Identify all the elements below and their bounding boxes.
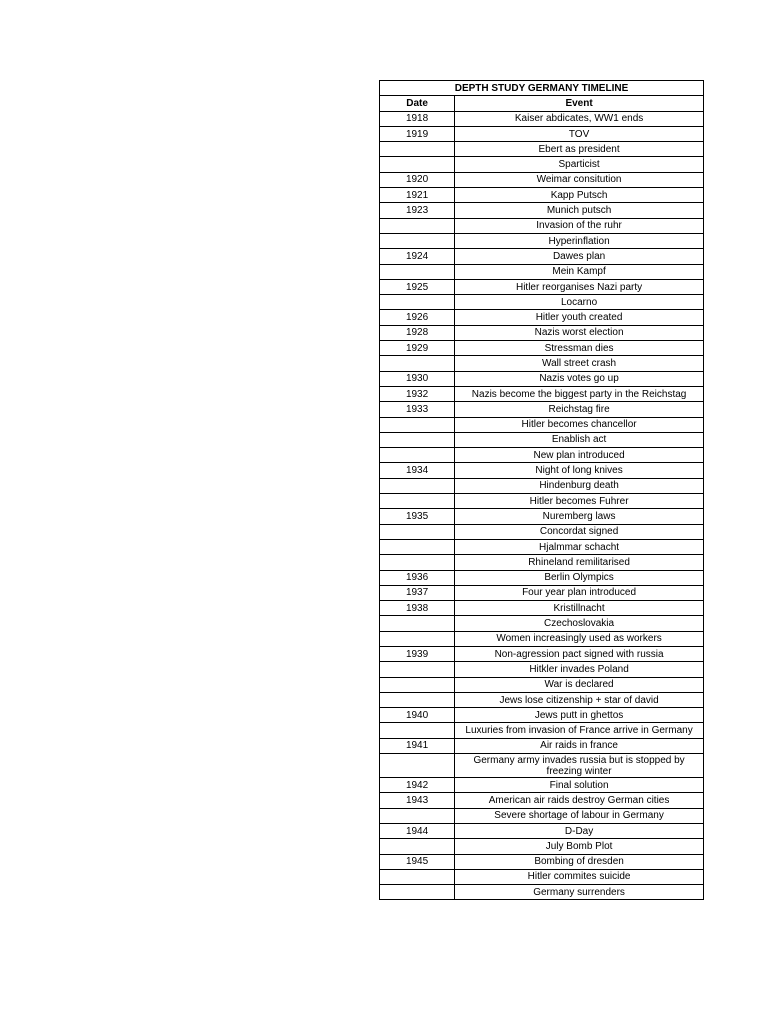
event-cell: Kaiser abdicates, WW1 ends xyxy=(455,111,704,126)
table-row xyxy=(380,738,704,753)
date-cell: 1928 xyxy=(380,325,455,340)
event-cell: Night of long knives xyxy=(455,463,704,478)
date-cell: 1918 xyxy=(380,111,455,126)
table-row xyxy=(380,778,704,793)
event-cell: Nazis become the biggest party in the Reichstag xyxy=(455,386,704,401)
table-row xyxy=(380,793,704,808)
table-row xyxy=(380,126,704,141)
event-cell: TOV xyxy=(455,126,704,141)
date-cell xyxy=(380,808,455,823)
event-cell: Wall street crash xyxy=(455,356,704,371)
date-cell: 1933 xyxy=(380,402,455,417)
event-cell: Mein Kampf xyxy=(455,264,704,279)
table-row xyxy=(380,371,704,386)
date-cell xyxy=(380,631,455,646)
table-row xyxy=(380,203,704,218)
title-row xyxy=(380,81,704,96)
event-cell: Final solution xyxy=(455,778,704,793)
event-cell: Concordat signed xyxy=(455,524,704,539)
date-cell: 1940 xyxy=(380,708,455,723)
date-cell xyxy=(380,432,455,447)
date-cell xyxy=(380,754,455,778)
table-row xyxy=(380,432,704,447)
date-cell xyxy=(380,869,455,884)
table-row xyxy=(380,708,704,723)
table-row xyxy=(380,723,704,738)
event-cell: Severe shortage of labour in Germany xyxy=(455,808,704,823)
date-cell xyxy=(380,478,455,493)
table-row xyxy=(380,310,704,325)
date-cell xyxy=(380,264,455,279)
event-cell: Kristillnacht xyxy=(455,601,704,616)
table-row xyxy=(380,662,704,677)
date-cell: 1937 xyxy=(380,585,455,600)
event-cell: Bombing of dresden xyxy=(455,854,704,869)
date-cell: 1944 xyxy=(380,823,455,838)
event-cell: Enablish act xyxy=(455,432,704,447)
event-cell: Non-agression pact signed with russia xyxy=(455,646,704,661)
table-row xyxy=(380,233,704,248)
header-row xyxy=(380,96,704,111)
table-row xyxy=(380,386,704,401)
date-cell: 1925 xyxy=(380,279,455,294)
event-cell: July Bomb Plot xyxy=(455,839,704,854)
table-row xyxy=(380,494,704,509)
event-cell: Berlin Olympics xyxy=(455,570,704,585)
date-cell: 1935 xyxy=(380,509,455,524)
table-row xyxy=(380,448,704,463)
event-cell: New plan introduced xyxy=(455,448,704,463)
date-cell: 1938 xyxy=(380,601,455,616)
date-cell xyxy=(380,539,455,554)
event-cell: Invasion of the ruhr xyxy=(455,218,704,233)
table-row xyxy=(380,295,704,310)
timeline-body xyxy=(380,111,704,900)
event-cell: Sparticist xyxy=(455,157,704,172)
event-cell: D-Day xyxy=(455,823,704,838)
table-row xyxy=(380,356,704,371)
table-row xyxy=(380,823,704,838)
date-cell: 1929 xyxy=(380,341,455,356)
event-cell: American air raids destroy German cities xyxy=(455,793,704,808)
table-row xyxy=(380,885,704,900)
event-cell: Hitler becomes Fuhrer xyxy=(455,494,704,509)
table-row xyxy=(380,478,704,493)
date-cell: 1932 xyxy=(380,386,455,401)
table-row xyxy=(380,111,704,126)
table-row xyxy=(380,677,704,692)
event-cell: Locarno xyxy=(455,295,704,310)
event-cell: War is declared xyxy=(455,677,704,692)
event-cell: Air raids in france xyxy=(455,738,704,753)
event-cell: Dawes plan xyxy=(455,249,704,264)
event-cell: Hitler becomes chancellor xyxy=(455,417,704,432)
table-row xyxy=(380,616,704,631)
event-cell: Hitler reorganises Nazi party xyxy=(455,279,704,294)
event-cell: Jews putt in ghettos xyxy=(455,708,704,723)
table-row xyxy=(380,854,704,869)
date-cell xyxy=(380,723,455,738)
date-cell: 1926 xyxy=(380,310,455,325)
date-cell: 1930 xyxy=(380,371,455,386)
event-cell: Hyperinflation xyxy=(455,233,704,248)
table-row xyxy=(380,142,704,157)
event-cell: Hitkler invades Poland xyxy=(455,662,704,677)
date-cell xyxy=(380,677,455,692)
event-cell: Weimar consitution xyxy=(455,172,704,187)
date-cell xyxy=(380,885,455,900)
event-cell: Reichstag fire xyxy=(455,402,704,417)
date-cell xyxy=(380,233,455,248)
event-cell: Hjalmmar schacht xyxy=(455,539,704,554)
event-column-header: Event xyxy=(455,96,704,111)
date-cell: 1924 xyxy=(380,249,455,264)
table-row xyxy=(380,692,704,707)
date-cell: 1942 xyxy=(380,778,455,793)
table-row xyxy=(380,570,704,585)
event-cell: Rhineland remilitarised xyxy=(455,555,704,570)
date-cell: 1923 xyxy=(380,203,455,218)
event-cell: Munich putsch xyxy=(455,203,704,218)
event-cell: Nazis votes go up xyxy=(455,371,704,386)
date-cell: 1945 xyxy=(380,854,455,869)
date-cell xyxy=(380,142,455,157)
date-cell xyxy=(380,218,455,233)
timeline-table xyxy=(379,80,704,900)
table-row xyxy=(380,555,704,570)
table-row xyxy=(380,646,704,661)
event-cell: Women increasingly used as workers xyxy=(455,631,704,646)
date-cell xyxy=(380,157,455,172)
table-row xyxy=(380,402,704,417)
date-cell: 1920 xyxy=(380,172,455,187)
date-cell xyxy=(380,448,455,463)
date-cell xyxy=(380,662,455,677)
table-row xyxy=(380,188,704,203)
event-cell: Germany surrenders xyxy=(455,885,704,900)
event-cell: Hindenburg death xyxy=(455,478,704,493)
table-row xyxy=(380,249,704,264)
table-row xyxy=(380,754,704,778)
event-cell: Czechoslovakia xyxy=(455,616,704,631)
event-cell: Nazis worst election xyxy=(455,325,704,340)
table-row xyxy=(380,601,704,616)
date-column-header: Date xyxy=(380,96,455,111)
table-title: DEPTH STUDY GERMANY TIMELINE xyxy=(380,81,704,96)
event-cell: Luxuries from invasion of France arrive in Germany xyxy=(455,723,704,738)
date-cell: 1936 xyxy=(380,570,455,585)
event-cell: Hitler youth created xyxy=(455,310,704,325)
table-row xyxy=(380,509,704,524)
date-cell xyxy=(380,417,455,432)
table-row xyxy=(380,808,704,823)
table-row xyxy=(380,631,704,646)
date-cell xyxy=(380,295,455,310)
table-row xyxy=(380,341,704,356)
table-row xyxy=(380,417,704,432)
table-row xyxy=(380,539,704,554)
event-cell: Four year plan introduced xyxy=(455,585,704,600)
event-cell: Nuremberg laws xyxy=(455,509,704,524)
table-row xyxy=(380,325,704,340)
table-row xyxy=(380,869,704,884)
date-cell: 1939 xyxy=(380,646,455,661)
event-cell: Stressman dies xyxy=(455,341,704,356)
date-cell xyxy=(380,616,455,631)
date-cell: 1943 xyxy=(380,793,455,808)
date-cell: 1934 xyxy=(380,463,455,478)
table-row xyxy=(380,839,704,854)
table-row xyxy=(380,218,704,233)
date-cell xyxy=(380,692,455,707)
event-cell: Kapp Putsch xyxy=(455,188,704,203)
table-row xyxy=(380,279,704,294)
event-cell: Hitler commites suicide xyxy=(455,869,704,884)
table-row xyxy=(380,585,704,600)
date-cell xyxy=(380,555,455,570)
date-cell: 1941 xyxy=(380,738,455,753)
date-cell xyxy=(380,356,455,371)
table-row xyxy=(380,524,704,539)
date-cell xyxy=(380,524,455,539)
table-row xyxy=(380,172,704,187)
date-cell xyxy=(380,839,455,854)
date-cell: 1921 xyxy=(380,188,455,203)
date-cell xyxy=(380,494,455,509)
table-row xyxy=(380,157,704,172)
event-cell: Ebert as president xyxy=(455,142,704,157)
table-row xyxy=(380,463,704,478)
table-row xyxy=(380,264,704,279)
date-cell: 1919 xyxy=(380,126,455,141)
event-cell: Jews lose citizenship + star of david xyxy=(455,692,704,707)
event-cell: Germany army invades russia but is stopped by freezing winter xyxy=(455,754,704,778)
